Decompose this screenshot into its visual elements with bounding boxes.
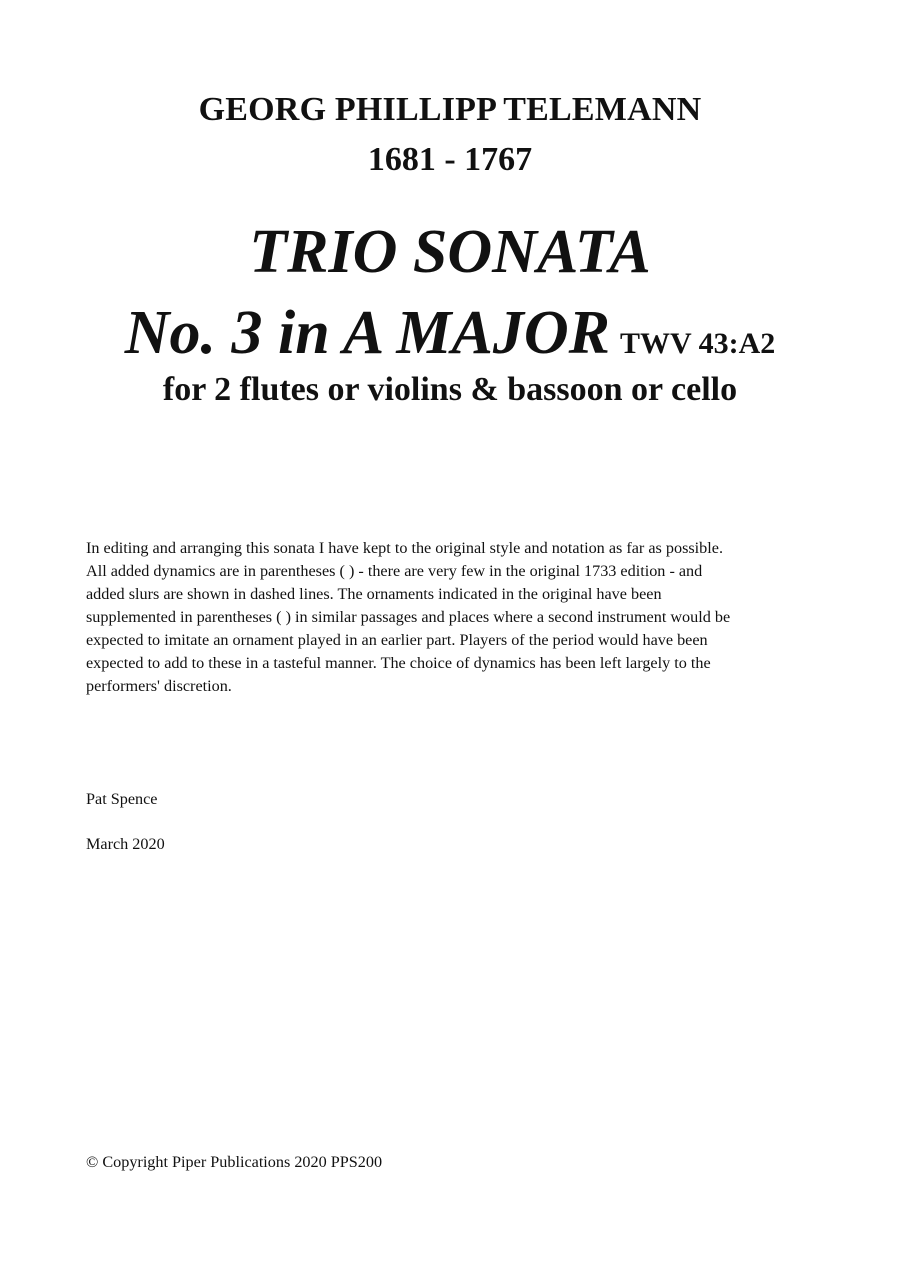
- composer-dates: 1681 - 1767: [367, 141, 533, 178]
- notes-line: In editing and arranging this sonata I have kept to the original style and notation as far as possible.: [86, 539, 723, 557]
- copyright-notice: © Copyright Piper Publications 2020 PPS200: [86, 1153, 383, 1171]
- notes-line: performers' discretion.: [86, 677, 232, 695]
- work-subtitle-line: [0, 296, 900, 370]
- edition-date: March 2020: [86, 835, 165, 853]
- instrumentation: for 2 flutes or violins & bassoon or cello: [162, 371, 738, 408]
- notes-line: All added dynamics are in parentheses ( ) - there are very few in the original 1733 edition - and: [86, 562, 703, 580]
- composer-name: GEORG PHILLIPP TELEMANN: [198, 91, 702, 128]
- editor-name: Pat Spence: [86, 790, 158, 808]
- work-number-key: No. 3 in A MAJOR: [124, 299, 610, 367]
- work-title: TRIO SONATA: [249, 218, 651, 286]
- notes-line: added slurs are shown in dashed lines. The ornaments indicated in the original have been: [86, 585, 662, 603]
- catalog-number: TWV 43:A2: [619, 327, 776, 360]
- notes-line: expected to imitate an ornament played in an earlier part. Players of the period would have been: [86, 631, 708, 649]
- notes-line: supplemented in parentheses ( ) in similar passages and places where a second instrument would be: [86, 608, 731, 626]
- notes-line: expected to add to these in a tasteful manner. The choice of dynamics has been left largely to the: [86, 654, 711, 672]
- editorial-notes: [86, 537, 826, 698]
